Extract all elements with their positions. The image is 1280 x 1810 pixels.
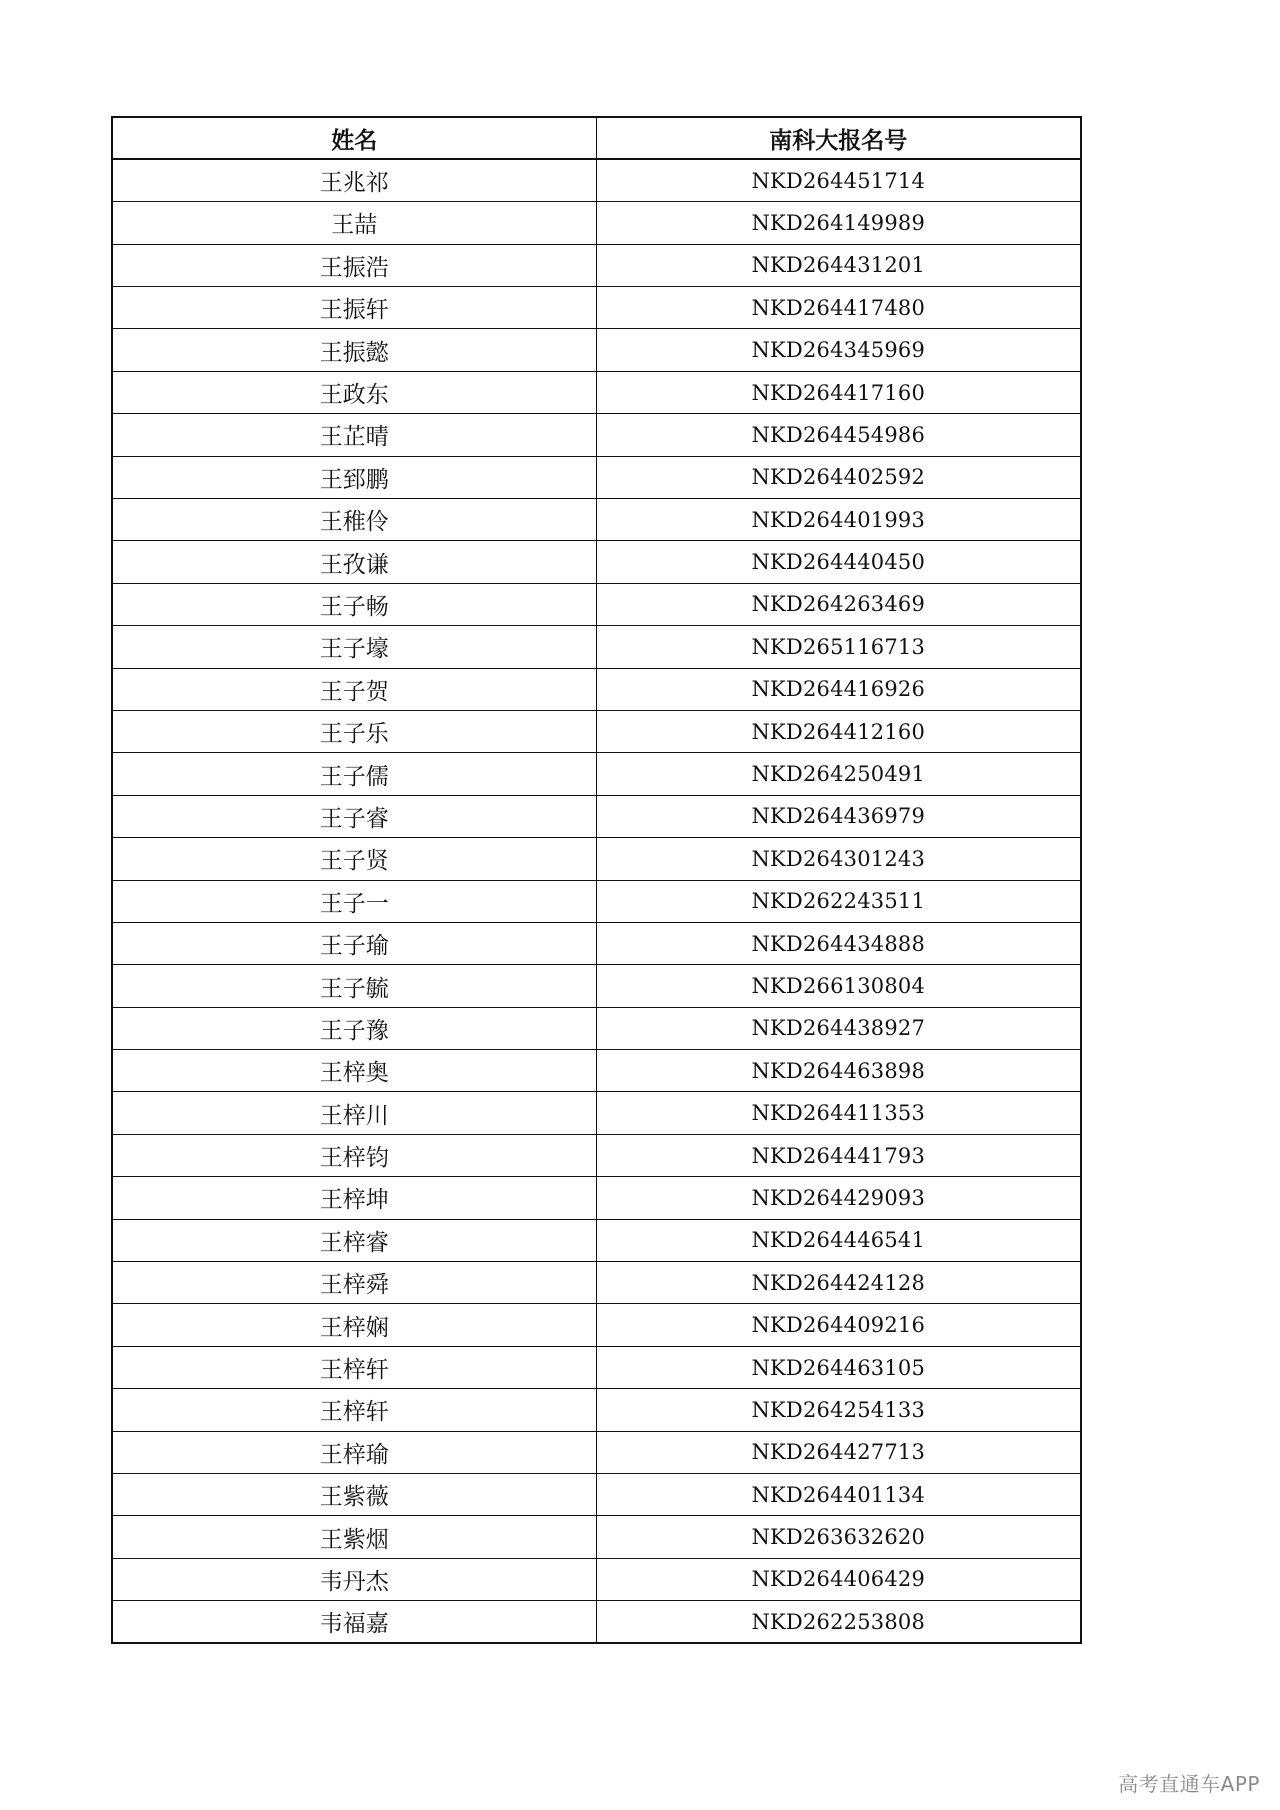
- student-name-cell: 王兆祁: [112, 159, 596, 201]
- table-row: [112, 287, 1081, 329]
- table-row: [112, 1092, 1081, 1134]
- student-name-cell: 王梓睿: [112, 1219, 596, 1261]
- table-header: [112, 117, 1081, 159]
- table-row: [112, 1431, 1081, 1473]
- table-row: [112, 159, 1081, 201]
- student-name-cell: 王子瑜: [112, 922, 596, 964]
- table-row: [112, 1516, 1081, 1558]
- table-row: [112, 1474, 1081, 1516]
- registration-id-cell: NKD264409216: [596, 1304, 1081, 1346]
- table-row: [112, 880, 1081, 922]
- student-name-cell: 王梓轩: [112, 1389, 596, 1431]
- table-row: [112, 922, 1081, 964]
- table-row: [112, 965, 1081, 1007]
- registration-id-cell: NKD264406429: [596, 1558, 1081, 1600]
- registration-id-cell: NKD264417160: [596, 371, 1081, 413]
- table-row: [112, 1050, 1081, 1092]
- student-name-cell: 王紫薇: [112, 1474, 596, 1516]
- registration-id-cell: NKD264411353: [596, 1092, 1081, 1134]
- registration-id-cell: NKD264451714: [596, 159, 1081, 201]
- student-name-cell: 王子贺: [112, 668, 596, 710]
- table-row: [112, 1389, 1081, 1431]
- registration-id-cell: NKD264463105: [596, 1346, 1081, 1388]
- registration-id-cell: NKD264401993: [596, 499, 1081, 541]
- student-name-cell: 韦丹杰: [112, 1558, 596, 1600]
- registration-id-cell: NKD264434888: [596, 922, 1081, 964]
- student-name-cell: 王子豫: [112, 1007, 596, 1049]
- student-name-cell: 王梓川: [112, 1092, 596, 1134]
- table-row: [112, 329, 1081, 371]
- registration-id-cell: NKD264345969: [596, 329, 1081, 371]
- registration-id-cell: NKD264412160: [596, 710, 1081, 752]
- student-name-cell: 王梓轩: [112, 1346, 596, 1388]
- registration-id-cell: NKD264431201: [596, 244, 1081, 286]
- student-name-cell: 王政东: [112, 371, 596, 413]
- table-row: [112, 583, 1081, 625]
- student-name-cell: 王郅鹏: [112, 456, 596, 498]
- table-header-row: [112, 117, 1081, 159]
- table-row: [112, 202, 1081, 244]
- student-name-cell: 王梓坤: [112, 1177, 596, 1219]
- student-name-cell: 王子壕: [112, 626, 596, 668]
- table-row: [112, 1134, 1081, 1176]
- registration-id-cell: NKD264463898: [596, 1050, 1081, 1092]
- column-header-registration-id: 南科大报名号: [596, 117, 1081, 159]
- table-row: [112, 499, 1081, 541]
- registration-id-cell: NKD264438927: [596, 1007, 1081, 1049]
- student-name-cell: 韦福嘉: [112, 1601, 596, 1643]
- student-name-cell: 王子乐: [112, 710, 596, 752]
- registration-id-cell: NKD265116713: [596, 626, 1081, 668]
- registration-id-cell: NKD264401134: [596, 1474, 1081, 1516]
- table-row: [112, 244, 1081, 286]
- student-name-cell: 王孜谦: [112, 541, 596, 583]
- table-row: [112, 838, 1081, 880]
- student-name-cell: 王梓钧: [112, 1134, 596, 1176]
- student-name-cell: 王子畅: [112, 583, 596, 625]
- admission-roster-table: [111, 116, 1082, 1644]
- registration-id-cell: NKD264427713: [596, 1431, 1081, 1473]
- table-row: [112, 753, 1081, 795]
- registration-id-cell: NKD262243511: [596, 880, 1081, 922]
- table-row: [112, 1007, 1081, 1049]
- student-name-cell: 王子睿: [112, 795, 596, 837]
- registration-id-cell: NKD264416926: [596, 668, 1081, 710]
- table-row: [112, 710, 1081, 752]
- watermark-logo-text: 高考直通车APP: [1118, 1772, 1260, 1796]
- table-row: [112, 795, 1081, 837]
- table-row: [112, 1601, 1081, 1643]
- registration-id-cell: NKD264440450: [596, 541, 1081, 583]
- registration-id-cell: NKD264436979: [596, 795, 1081, 837]
- registration-id-cell: NKD264250491: [596, 753, 1081, 795]
- student-name-cell: 王子儒: [112, 753, 596, 795]
- table-row: [112, 1304, 1081, 1346]
- registration-id-cell: NKD264417480: [596, 287, 1081, 329]
- student-name-cell: 王梓瑜: [112, 1431, 596, 1473]
- table-row: [112, 1177, 1081, 1219]
- student-name-cell: 王梓奥: [112, 1050, 596, 1092]
- student-name-cell: 王子贤: [112, 838, 596, 880]
- registration-id-cell: NKD264301243: [596, 838, 1081, 880]
- student-name-cell: 王梓娴: [112, 1304, 596, 1346]
- registration-id-cell: NKD264441793: [596, 1134, 1081, 1176]
- table-row: [112, 1219, 1081, 1261]
- registration-id-cell: NKD264429093: [596, 1177, 1081, 1219]
- student-name-cell: 王振轩: [112, 287, 596, 329]
- table-body: [112, 159, 1081, 1643]
- registration-id-cell: NKD264254133: [596, 1389, 1081, 1431]
- table-row: [112, 414, 1081, 456]
- registration-id-cell: NKD264454986: [596, 414, 1081, 456]
- registration-id-cell: NKD263632620: [596, 1516, 1081, 1558]
- registration-id-cell: NKD264149989: [596, 202, 1081, 244]
- student-name-cell: 王子毓: [112, 965, 596, 1007]
- registration-id-cell: NKD264424128: [596, 1262, 1081, 1304]
- column-header-name: 姓名: [112, 117, 596, 159]
- registration-id-cell: NKD266130804: [596, 965, 1081, 1007]
- table-row: [112, 626, 1081, 668]
- registration-id-cell: NKD264263469: [596, 583, 1081, 625]
- table-row: [112, 1262, 1081, 1304]
- table-row: [112, 541, 1081, 583]
- registration-id-cell: NKD264402592: [596, 456, 1081, 498]
- registration-id-cell: NKD262253808: [596, 1601, 1081, 1643]
- student-name-cell: 王芷晴: [112, 414, 596, 456]
- student-name-cell: 王喆: [112, 202, 596, 244]
- table-row: [112, 668, 1081, 710]
- table-row: [112, 456, 1081, 498]
- registration-id-cell: NKD264446541: [596, 1219, 1081, 1261]
- table-row: [112, 1558, 1081, 1600]
- student-name-cell: 王紫烟: [112, 1516, 596, 1558]
- student-name-cell: 王稚伶: [112, 499, 596, 541]
- student-name-cell: 王子一: [112, 880, 596, 922]
- table-row: [112, 1346, 1081, 1388]
- student-name-cell: 王振懿: [112, 329, 596, 371]
- student-name-cell: 王梓舜: [112, 1262, 596, 1304]
- table-row: [112, 371, 1081, 413]
- student-name-cell: 王振浩: [112, 244, 596, 286]
